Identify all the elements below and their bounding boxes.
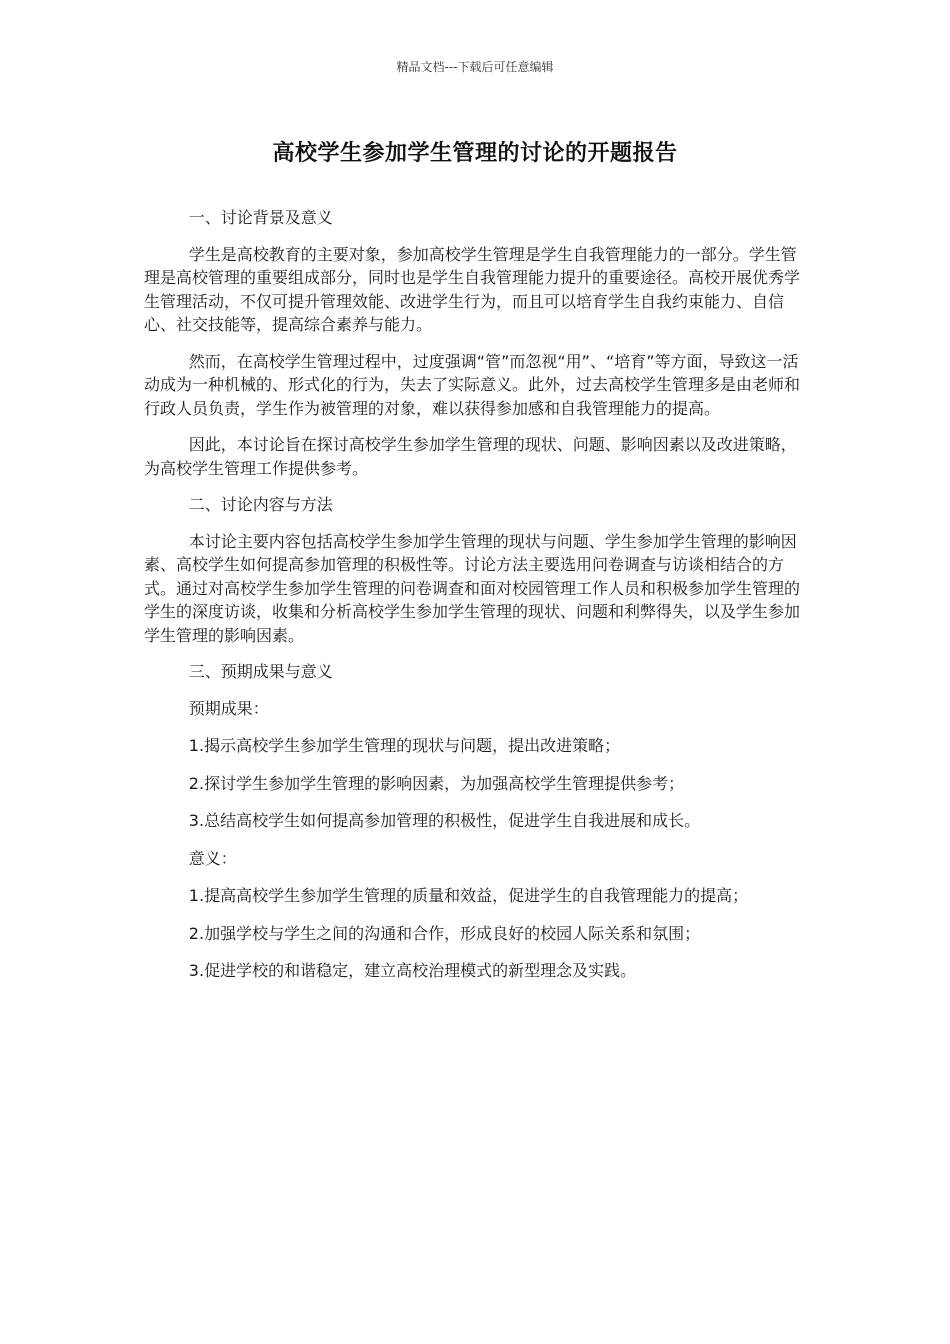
document-body — [144, 206, 810, 997]
section-heading-background: 一、讨论背景及意义 — [188, 208, 333, 227]
results-list-item: 3.总结高校学生如何提高参加管理的积极性，促进学生自我进展和成长。 — [188, 811, 701, 830]
meaning-label: 意义： — [188, 848, 237, 868]
paragraph-background-1: 学生是高校教育的主要对象，参加高校学生管理是学生自我管理能力的一部分。学生管理是高校管理的重要组成部分，同时也是学生自我管理能力提升的重要途径。高校开展优秀学生管理活动，不仅可提升管理效能、改进学生行为，而且可以培育学生自我约束能力、自信心、社交技能等，提高综合素养与能力。 — [144, 244, 801, 334]
section-heading-content-method: 二、讨论内容与方法 — [188, 495, 333, 514]
results-list-item: 1.揭示高校学生参加学生管理的现状与问题，提出改进策略； — [188, 736, 621, 755]
paragraph-content-method: 本讨论主要内容包括高校学生参加学生管理的现状与问题、学生参加学生管理的影响因素、高校学生如何提高参加管理的积极性等。讨论方法主要选用问卷调查与访谈相结合的方式。通过对高校学生参加学生管理的问卷调查和面对校园管理工作人员和积极参加学生管理的学生的深度访谈，收集和分析高校学生参加学生管理的现状、问题和利弊得失，以及学生参加学生管理的影响因素。 — [144, 531, 801, 645]
results-label: 预期成果： — [188, 698, 269, 718]
document-title: 高校学生参加学生管理的讨论的开题报告 — [272, 141, 678, 166]
section-heading-expected-results: 三、预期成果与意义 — [188, 662, 333, 681]
meaning-list-item: 2.加强学校与学生之间的沟通和合作，形成良好的校园人际关系和氛围； — [188, 923, 701, 943]
header-note: 精品文档---下载后可任意编辑 — [396, 60, 554, 74]
meaning-list-item: 3.促进学校的和谐稳定，建立高校治理模式的新型理念及实践。 — [188, 961, 637, 980]
meaning-list-item: 1.提高高校学生参加学生管理的质量和效益，促进学生的自我管理能力的提高； — [188, 886, 749, 905]
paragraph-background-2: 然而，在高校学生管理过程中，过度强调“管”而忽视“用”、“培育”等方面，导致这一活动成为一种机械的、形式化的行为，失去了实际意义。此外，过去高校学生管理多是由老师和行政人员负责，学生作为被管理的对象，难以获得参加感和自我管理能力的提高。 — [144, 351, 801, 418]
paragraph-background-3: 因此，本讨论旨在探讨高校学生参加学生管理的现状、问题、影响因素以及改进策略，为高校学生管理工作提供参考。 — [144, 435, 797, 478]
results-list-item: 2.探讨学生参加学生管理的影响因素，为加强高校学生管理提供参考； — [188, 773, 685, 793]
